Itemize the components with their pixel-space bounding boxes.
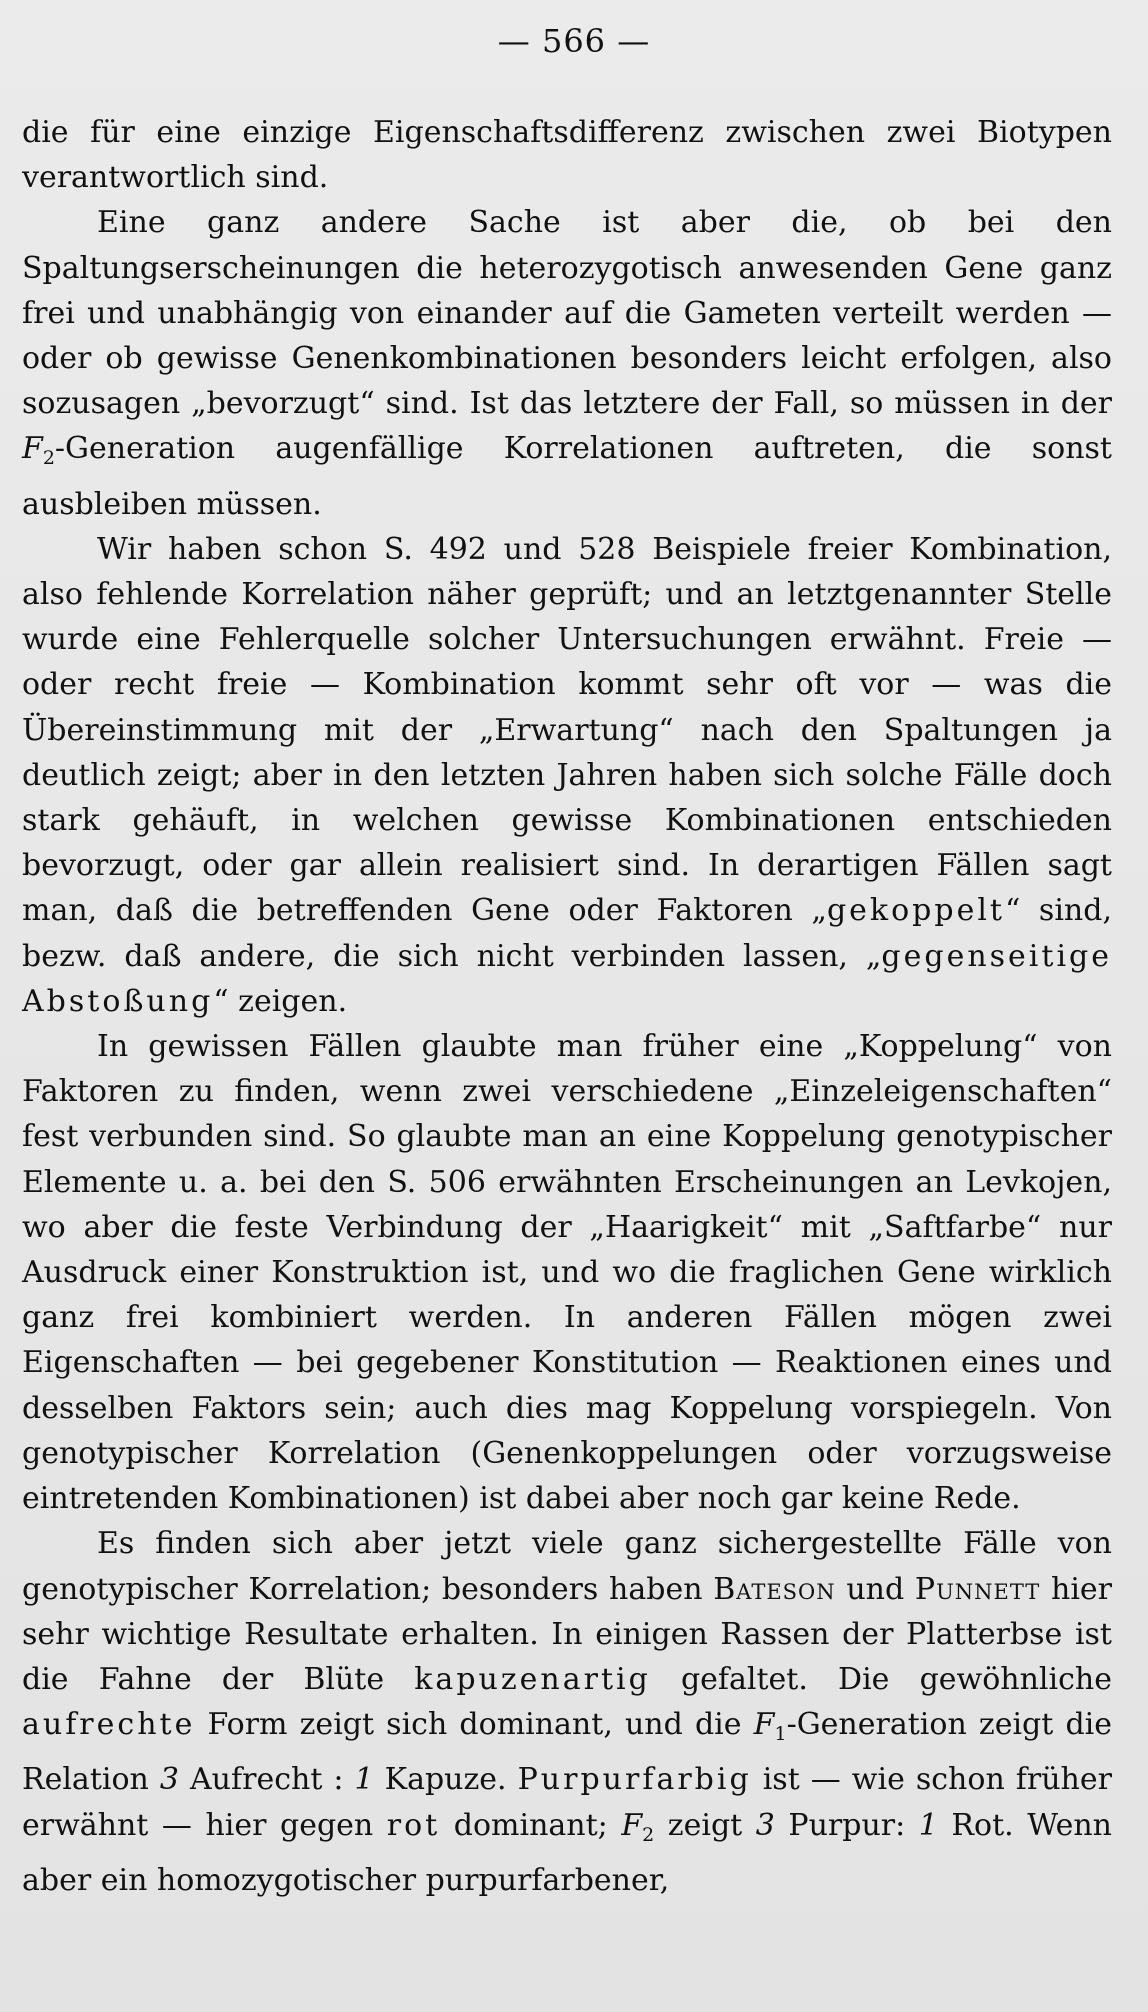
spaced-emphasis: Purpurfarbig (517, 1762, 752, 1798)
text-run: Eine ganz andere Sache ist aber die, ob bei den Spaltungserscheinungen die heterozygotisch anwesenden Gene ganz frei und unabhängig von einander auf die Gameten verteilt werden — oder ob gewisse Genenkombinationen besonders leicht erfolgen, also sozusagen „bevorzugt“ sind. Ist das letztere der Fall, so müssen in der (22, 205, 1112, 422)
paragraph (22, 110, 1112, 200)
author-name: Punnett (914, 1571, 1041, 1607)
spaced-emphasis: aufrechte (22, 1707, 196, 1743)
math-symbol: F (753, 1707, 775, 1743)
paragraph (22, 1521, 1112, 1903)
text-run: ist — wie schon früher erwähnt — hier gegen (22, 1762, 1112, 1843)
body-text (22, 110, 1112, 1903)
subscript: 2 (642, 1823, 655, 1846)
italic-number: 1 (354, 1762, 374, 1798)
text-run: Form zeigt sich dominant, und die (195, 1707, 754, 1743)
subscript: 1 (774, 1723, 787, 1746)
italic-number: 3 (159, 1762, 179, 1798)
text-run: In gewissen Fällen glaubte man früher eine „Koppelung“ von Faktoren zu finden, wenn zwei verschiedene „Einzeleigenschaften“ fest verbunden sind. So glaubte man an eine Koppelung genotypischer Elemente u. a. bei den S. 506 erwähnten Erscheinungen an Levkojen, wo aber die feste Verbindung der „Haarigkeit“ mit „Saftfarbe“ nur Ausdruck einer Konstruktion ist, und wo die fraglichen Gene wirklich ganz frei kombiniert werden. In anderen Fällen mögen zwei Eigenschaften — bei gegebener Konstitution — Reaktionen eines und desselben Faktors sein; auch dies mag Koppelung vorspiegeln. Von genotypischer Korrelation (Genenkoppelungen oder vorzugsweise eintretenden Kombinationen) ist dabei aber noch gar keine Rede. (22, 1029, 1112, 1517)
text-run: Purpur: (774, 1807, 919, 1843)
text-run: Kapuze. (373, 1762, 518, 1798)
spaced-emphasis: rot (386, 1807, 441, 1843)
italic-number: 1 (918, 1807, 938, 1843)
text-run: gefaltet. Die gewöhnliche (650, 1661, 1112, 1697)
subscript: 2 (42, 447, 55, 470)
text-run: “ sind, bezw. daß andere, die sich nicht verbinden lassen, „ (22, 893, 1112, 974)
text-run: die für eine einzige Eigenschaftsdifferenz zwischen zwei Biotypen verantwortlich sind. (22, 115, 1112, 196)
math-symbol: F (22, 431, 43, 467)
paragraph (22, 527, 1112, 1024)
text-run: Aufrecht : (178, 1762, 355, 1798)
text-run: Rot. Wenn aber ein homozygotischer purpurfarbener, (22, 1807, 1112, 1898)
math-symbol: F (621, 1807, 643, 1843)
text-run: -Generation augenfällige Korrelationen auftreten, die sonst ausbleiben müssen. (22, 431, 1112, 522)
italic-number: 3 (755, 1807, 775, 1843)
spaced-emphasis: gekoppelt (826, 893, 1005, 929)
text-run: Es finden sich aber jetzt viele ganz sichergestellte Fälle von genotypischer Korrelation; besonders haben (22, 1526, 1112, 1607)
text-run: -Generation zeigt die Relation (22, 1707, 1112, 1798)
text-run: dominant; (440, 1807, 622, 1843)
author-name: Bateson (713, 1571, 836, 1607)
text-run: hier sehr wichtige Resultate erhalten. In einigen Rassen der Platterbse ist die Fahne der Blüte (22, 1571, 1113, 1697)
spaced-emphasis: gegenseitige Abstoßung (22, 938, 1112, 1019)
text-run: zeigt (654, 1807, 756, 1843)
text-run: Wir haben schon S. 492 und 528 Beispiele freier Kombination, also fehlende Korrelation näher geprüft; und an letztgenannter Stelle wurde eine Fehlerquelle solcher Untersuchungen erwähnt. Freie — oder recht freie — Kombination kommt sehr oft vor — was die Übereinstimmung mit der „Erwartung“ nach den Spaltungen ja deutlich zeigt; aber in den letzten Jahren haben sich solche Fälle doch stark gehäuft, in welchen gewisse Kombinationen entschieden bevorzugt, oder gar allein realisiert sind. In derartigen Fällen sagt man, daß die betreffenden Gene oder Faktoren „ (22, 531, 1112, 929)
paragraph (22, 200, 1112, 526)
paragraph (22, 1024, 1112, 1521)
text-run: und (835, 1571, 915, 1607)
spaced-emphasis: kapuzenartig (414, 1661, 651, 1697)
page-number: — 566 — (497, 22, 651, 60)
text-run: “ zeigen. (213, 983, 348, 1019)
